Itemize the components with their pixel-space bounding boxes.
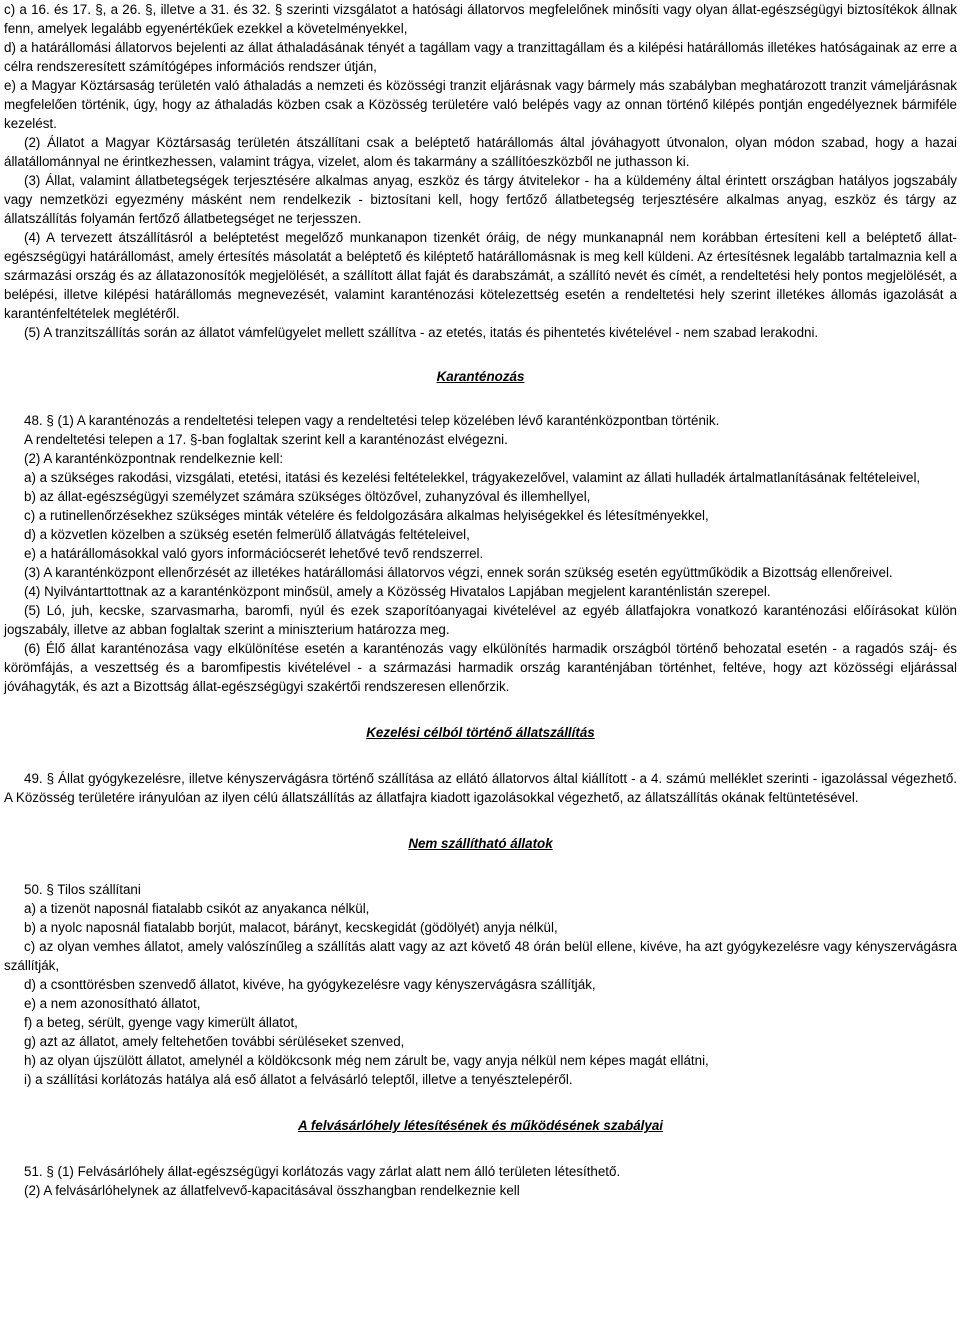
section-48-p4: (4) Nyilvántarttottnak az a karanténközpont minősül, amely a Közösség Hivatalos Lapjában megjelent karanténlistán szerepel.	[24, 584, 771, 599]
section-48-line: A rendeltetési telepen a 17. §-ban foglaltak szerint kell a karanténozást elvégezni.	[24, 432, 508, 447]
section-50-item-e: e) a nem azonosítható állatot,	[24, 996, 201, 1011]
clause-c: c) a 16. és 17. §, a 26. §, illetve a 31. és 32. § szerinti vizsgálatot a hatósági állatorvos megfelelőnek minősíti vagy olyan állat-egészségügyi biztosítékok állnak fenn, amelyek legalább egyenértékűek ezekkel a követelményekkel,	[4, 2, 957, 36]
section-50-item-f: f) a beteg, sérült, gyenge vagy kimerült állatot,	[24, 1015, 298, 1030]
paragraph-3: (3) Állat, valamint állatbetegségek terjesztésére alkalmas anyag, eszköz és tárgy átvitelekor - ha a küldemény által érintett országban hatályos jogszabály vagy nemzetközi egyezmény másként nem rendelkezik - biztosítani kell, hogy fertőző állatbetegség terjesztésére alkalmas anyag, eszköz és tárgy az állatszállítás folyamán fertőző állatbetegséget ne terjesszen.	[4, 173, 957, 226]
section-48-item-d: d) a közvetlen közelben a szükség esetén felmerülő állatvágás feltételeivel,	[24, 527, 470, 542]
section-50-item-c: c) az olyan vemhes állatot, amely valószínűleg a szállítás alatt vagy az azt követő 48 órán belül ellene, kivéve, ha azt gyógykezelésre vagy kényszervágásra szállítják,	[4, 939, 957, 973]
section-48-item-c: c) a rutinellenőrzésekhez szükséges minták vételére és feldolgozására alkalmas helyiségekkel és létesítményekkel,	[24, 508, 709, 523]
paragraph-5: (5) A tranzitszállítás során az állatot vámfelügyelet mellett szállítva - az etetés, itatás és pihentetés kivételével - nem szabad lerakodni.	[24, 325, 819, 340]
document-page	[4, 0, 957, 1200]
paragraph-4: (4) A tervezett átszállításról a beléptetést megelőző munkanapon tizenkét óráig, de négy munkanapnál nem korábban értesíteni kell a beléptető állat-egészségügyi határállomást, amely értesítés másolatát a beléptető és kiléptető határállomásnak is meg kell küldeni. Az értesítésnek legalább tartalmaznia kell a származási ország és az állatazonosítók megjelölését, a szállított állat faját és darabszámát, a szállító nevét és címét, a rendeltetési hely pontos megjelölését, a belépési, illetve kilépési határállomás megnevezését, valamint karanténozási kötelezettség esetén a rendeltetési hely szerint illetékes állomás igazolását a karanténfeltételek meglétéről.	[4, 230, 957, 321]
section-48-p3: (3) A karanténközpont ellenőrzését az illetékes határállomási állatorvos végzi, ennek során szükség esetén együttműködik a Bizottság ellenőreivel.	[24, 565, 893, 580]
section-49: 49. § Állat gyógykezelésre, illetve kényszervágásra történő szállítása az ellátó állatorvos által kiállított - a 4. számú melléklet szerinti - igazolással végezhető. A Közösség területére irányulóan az ilyen célú állatszállítás az állatfajra kiadott igazolásokkal végezhető, az állatszállítás okának feltüntetésével.	[4, 771, 957, 805]
section-51-p1: 51. § (1) Felvásárlóhely állat-egészségügyi korlátozás vagy zárlat alatt nem álló területen létesíthető.	[24, 1164, 621, 1179]
clause-d: d) a határállomási állatorvos bejelenti az állat áthaladásának tényét a tagállam vagy a tranzittagállam és a kilépési határállomás illetékes hatóságainak az erre a célra rendszeresített számítógépes információs rendszer útján,	[4, 40, 957, 74]
heading-nem-szallithato: Nem szállítható állatok	[408, 836, 553, 851]
heading-kezelesi: Kezelési célból történő állatszállítás	[366, 725, 595, 740]
section-50-item-h: h) az olyan újszülött állatot, amelynél a köldökcsonk még nem zárult be, vagy anyja nélkül nem képes magát ellátni,	[24, 1053, 709, 1068]
section-48-p1: 48. § (1) A karanténozás a rendeltetési telepen vagy a rendeltetési telep közelében lévő karanténközpontban történik.	[24, 413, 720, 428]
clause-e: e) a Magyar Köztársaság területén való áthaladás a nemzeti és közösségi tranzit eljárásnak vagy bármely más szabályban meghatározott tranzit vámeljárásnak megfelelően történik, úgy, hogy az áthaladás közben csak a Közösség területére való belépés vagy az onnan történő kilépés pontján engedélyeznek bármiféle kezelést.	[4, 78, 957, 131]
heading-felvasarlohely: A felvásárlóhely létesítésének és működésének szabályai	[298, 1118, 663, 1133]
section-48-p2: (2) A karanténközpontnak rendelkeznie kell:	[24, 451, 284, 466]
section-48-p5: (5) Ló, juh, kecske, szarvasmarha, baromfi, nyúl és ezek szaporítóanyagai kivételével az egyéb állatfajokra vonatkozó karanténozási előírásokat külön jogszabály, illetve az abban foglaltak szerint a miniszterium határozza meg.	[4, 603, 957, 637]
section-48-item-b: b) az állat-egészségügyi személyzet számára szükséges öltözővel, zuhanyzóval és illemhellyel,	[24, 489, 591, 504]
paragraph-2: (2) Állatot a Magyar Köztársaság területén átszállítani csak a beléptető határállomás által jóváhagyott útvonalon, olyan módon szabad, hogy a hazai állatállománnyal ne érintkezhessen, valamint trágya, vizelet, alom és takarmány a szállítóeszközből ne juthasson ki.	[4, 135, 957, 169]
section-50-intro: 50. § Tilos szállítani	[24, 882, 141, 897]
section-51-p2: (2) A felvásárlóhelynek az állatfelvevő-kapacitásával összhangban rendelkeznie kell	[24, 1183, 520, 1198]
section-50-item-a: a) a tizenöt naposnál fiatalabb csikót az anyakanca nélkül,	[24, 901, 370, 916]
heading-karantenozas: Karanténozás	[436, 369, 525, 384]
section-50-item-i: i) a szállítási korlátozás hatálya alá eső állatot a felvásárló teleptől, illetve a tenyésztelepéről.	[24, 1072, 573, 1087]
section-48-p6: (6) Élő állat karanténozása vagy elkülönítése esetén a karanténozás vagy elkülönítés harmadik országból történő behozatal esetén - a ragadós száj- és körömfájás, a veszettség és a baromfipestis kivételével - a származási harmadik ország karanténjában történhet, feltéve, hogy azt közösségi eljárással jóváhagyták, és azt a Bizottság állat-egészségügyi szakértői rendszeresen ellenőrzik.	[4, 641, 957, 694]
section-48-item-a: a) a szükséges rakodási, vizsgálati, etetési, itatási és kezelési feltételekkel, trágyakezelővel, valamint az állati hulladék ártalmatlanításának feltételeivel,	[24, 470, 921, 485]
section-50-item-d: d) a csonttörésben szenvedő állatot, kivéve, ha gyógykezelésre vagy kényszervágásra szállítják,	[24, 977, 596, 992]
section-50-item-b: b) a nyolc naposnál fiatalabb borjút, malacot, bárányt, kecskegidát (gödölyét) anyja nélkül,	[24, 920, 558, 935]
section-50-item-g: g) azt az állatot, amely feltehetően további sérüléseket szenved,	[24, 1034, 405, 1049]
section-48-item-e: e) a határállomásokkal való gyors információcserét lehetővé tevő rendszerrel.	[24, 546, 484, 561]
